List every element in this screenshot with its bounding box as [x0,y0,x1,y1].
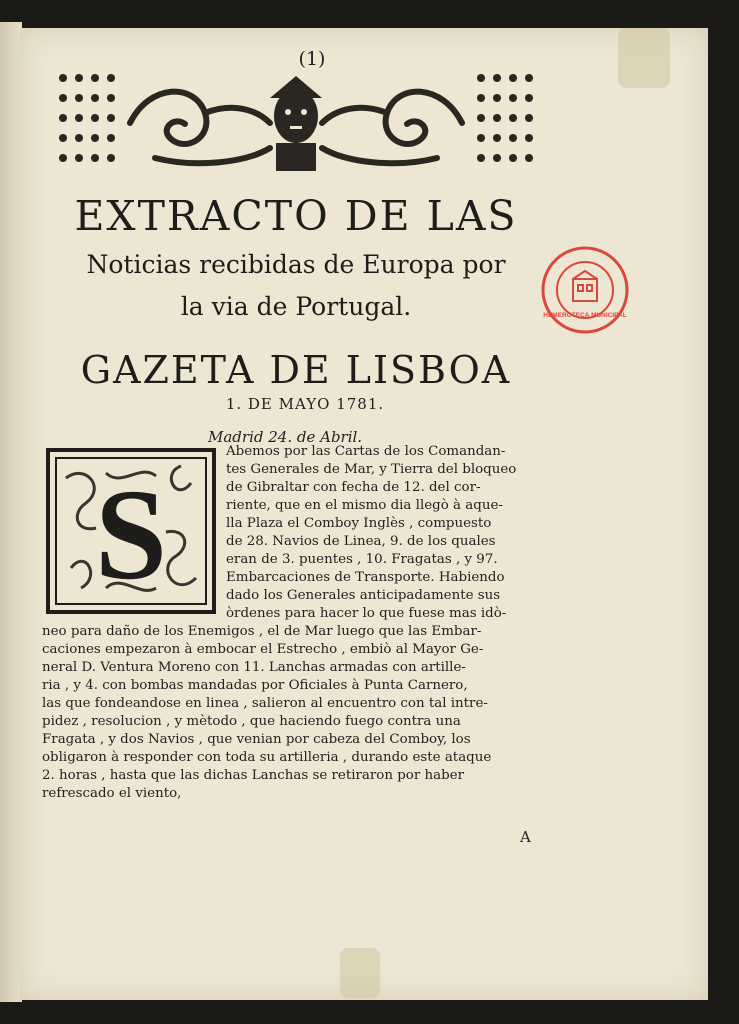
title-line-3: la via de Portugal. [180,292,412,321]
left-page-edge [0,22,22,1002]
body-line: caciones empezaron à embocar el Estrecho , embiò al Mayor Ge- [42,642,484,657]
body-line: neo para daño de los Enemigos , el de Mar luego que las Embar- [42,624,482,639]
issue-date: 1. DE MAYO 1781. [225,395,385,413]
body-line: las que fondeandose en linea , salieron al encuentro con tal intre- [42,696,488,711]
drop-cap [46,448,216,614]
body-line: ria , y 4. con bombas mandadas por Oficiales à Punta Carnero, [42,678,468,693]
body-line: neral D. Ventura Moreno con 11. Lanchas armadas con artille- [42,660,466,675]
body-line: Fragata , y dos Navios , que venian por cabeza del Comboy, los [42,732,471,747]
body-line: riente, que en el mismo dia llegò à aque- [226,498,503,513]
fleuron-grid-right [477,74,533,162]
library-stamp [540,245,630,335]
drop-cap-letter: S [94,463,168,607]
body-line: lla Plaza el Comboy Inglès , compuesto [226,516,492,531]
body-line: òrdenes para hacer lo que fuese mas idò- [226,606,507,621]
body-line: de 28. Navios de Linea, 9. de los quales [226,534,496,549]
stamp-text: HEMEROTECA MUNICIPAL [543,312,627,319]
body-line: de Gibraltar con fecha de 12. del cor- [226,480,481,495]
body-line: tes Generales de Mar, y Tierra del bloqueo [226,462,517,477]
paper-stain [340,948,380,998]
header-ornament [55,68,537,178]
title-line-1: EXTRACTO DE LAS [74,192,518,240]
body-line: Embarcaciones de Transporte. Habiendo [226,570,505,585]
masthead: GAZETA DE LISBOA [80,348,512,392]
page-number: (1) [298,48,326,70]
catchword: A [520,828,531,846]
title-line-2: Noticias recibidas de Europa por [86,250,506,279]
body-line: pidez , resolucion , y mètodo , que haciendo fuego contra una [42,714,461,729]
body-line: dado los Generales anticipadamente sus [226,588,501,603]
body-line: Abemos por las Cartas de los Comandan- [226,444,506,459]
paper-stain [618,28,670,88]
body-line: eran de 3. puentes , 10. Fragatas , y 97. [226,552,498,567]
dateline: Madrid 24. de Abril. [208,428,363,446]
body-line: obligaron à responder con toda su artilleria , durando este ataque [42,750,492,765]
body-line: 2. horas , hasta que las dichas Lanchas se retiraron por haber [42,768,465,783]
fleuron-grid-left [59,74,115,162]
body-line: refrescado el viento, [42,786,182,801]
